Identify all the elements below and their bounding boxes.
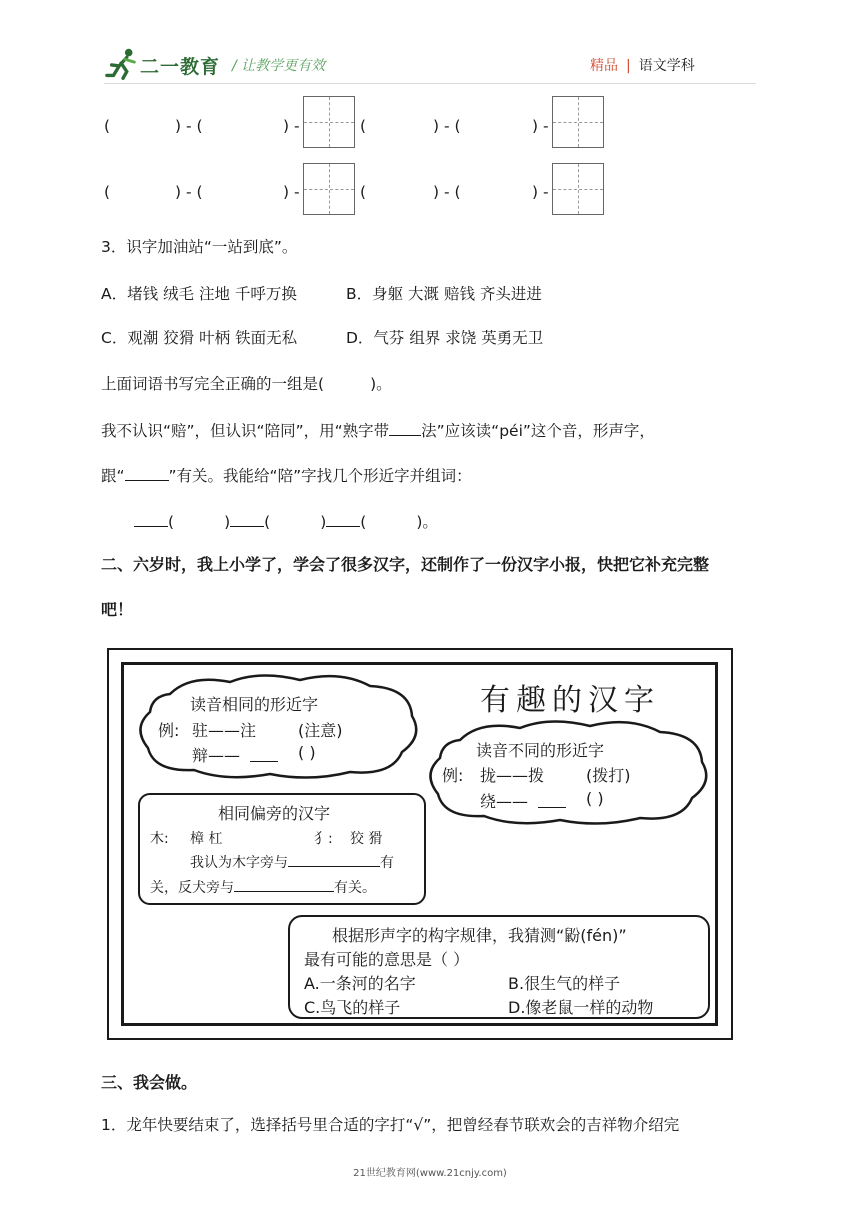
cloud2-example-word: (拨打) bbox=[586, 766, 631, 785]
writing-grid-box[interactable] bbox=[303, 96, 355, 148]
header-tags bbox=[590, 55, 695, 75]
q3-question-text: 上面词语书写完全正确的一组是( bbox=[101, 375, 325, 393]
cloud1-question-paren: ( ) bbox=[298, 743, 316, 762]
radical-heading: 相同偏旁的汉字 bbox=[218, 804, 331, 823]
tag-separator: | bbox=[626, 58, 631, 74]
cloud-shape bbox=[420, 718, 716, 828]
q3-option-b: B．身躯 大溉 赔钱 齐头进进 bbox=[346, 285, 542, 303]
radical-line1-b: 有 bbox=[380, 855, 394, 871]
section2-line1: 二、六岁时，我上小学了，学会了很多汉字，还制作了一份汉字小报，快把它补充完整 bbox=[101, 555, 710, 574]
q3-line1-b: 法”应该读“péi”这个音，形声字， bbox=[421, 422, 655, 440]
q3-question-end: )。 bbox=[370, 375, 392, 393]
tag-premium: 精品 bbox=[590, 58, 618, 74]
radical-line2 bbox=[150, 877, 376, 897]
row2-seg4: ( bbox=[360, 183, 367, 201]
radical-line1-a: 我认为木字旁与 bbox=[190, 855, 288, 871]
writing-grid-box[interactable] bbox=[303, 163, 355, 215]
answer-blank[interactable] bbox=[250, 745, 278, 762]
q3-title: 3．识字加油站“一站到底”。 bbox=[101, 238, 298, 256]
q3-line2-b: ”有关。我能给“陪”字找几个形近字并组词： bbox=[168, 467, 472, 485]
paren-open: ( bbox=[264, 513, 271, 531]
paren-open: ( bbox=[168, 513, 175, 531]
row1-seg1: ( bbox=[104, 117, 111, 135]
radical-line1 bbox=[190, 852, 394, 872]
q3-line2-a: 跟“ bbox=[101, 467, 125, 485]
header-divider bbox=[104, 83, 756, 84]
row2-seg5: ) - ( bbox=[433, 183, 461, 201]
logo-text: 二一教育 bbox=[140, 56, 221, 78]
wood-radical-chars: 樟 杠 bbox=[190, 831, 223, 847]
answer-blank[interactable] bbox=[234, 877, 334, 892]
q3-line1-a: 我不认识“赔”，但认识“陪同”，用“熟字带 bbox=[101, 422, 390, 440]
q3-option-a: A．堵钱 绒毛 注地 千呼万换 bbox=[101, 285, 297, 303]
answer-blank[interactable] bbox=[125, 464, 169, 481]
cloud2-example-label: 例: bbox=[442, 766, 464, 785]
dog-radical-chars: 狡 猾 bbox=[350, 831, 383, 847]
row1-seg6: ) - bbox=[532, 117, 549, 135]
logo-runner-icon bbox=[104, 46, 142, 82]
q3-line1 bbox=[101, 419, 655, 442]
answer-blank[interactable] bbox=[389, 419, 421, 436]
cloud2-question-paren: ( ) bbox=[586, 789, 604, 808]
radical-line2-b: 有关。 bbox=[334, 880, 376, 896]
writing-grid-box[interactable] bbox=[552, 163, 604, 215]
q3-question bbox=[101, 373, 392, 395]
answer-blank[interactable] bbox=[134, 510, 168, 527]
row2-seg1: ( bbox=[104, 183, 111, 201]
q3-line3 bbox=[134, 510, 438, 533]
cloud2-question-char: 绕—— bbox=[480, 792, 529, 811]
section3-q1: 1．龙年快要结束了，选择括号里合适的字打“√”，把曾经春节联欢会的吉祥物介绍完 bbox=[101, 1116, 680, 1134]
answer-blank[interactable] bbox=[326, 510, 360, 527]
guess-option-d[interactable]: D.像老鼠一样的动物 bbox=[508, 998, 654, 1017]
cloud1-question-char: 辩—— bbox=[192, 746, 241, 765]
slogan: / 让教学更有效 bbox=[232, 58, 326, 74]
q3-line2 bbox=[101, 464, 472, 487]
guess-option-c[interactable]: C.鸟飞的样子 bbox=[304, 998, 401, 1017]
cloud2-example-pair: 拢——拨 bbox=[480, 766, 545, 785]
q3-option-c: C．观潮 狡猾 叶柄 铁面无私 bbox=[101, 329, 298, 347]
section2-line2: 吧！ bbox=[101, 600, 134, 619]
row1-seg3: ) - bbox=[283, 117, 300, 135]
row2-seg2: ) - ( bbox=[175, 183, 203, 201]
guess-line1: 根据形声字的构字规律，我猜测“鼢(fén)” bbox=[332, 926, 627, 945]
poster-title: 有趣的汉字 bbox=[480, 683, 660, 718]
tag-subject: 语文学科 bbox=[638, 58, 695, 74]
cloud1-example-word: (注意) bbox=[298, 721, 343, 740]
wood-radical-label: 木: bbox=[150, 831, 169, 847]
page-footer: 21世纪教育网(www.21cnjy.com) bbox=[353, 1168, 507, 1179]
answer-blank[interactable] bbox=[230, 510, 264, 527]
paren-close: ) bbox=[224, 513, 231, 531]
cloud1-heading: 读音相同的形近字 bbox=[190, 695, 319, 714]
answer-blank[interactable] bbox=[288, 852, 380, 867]
row1-seg4: ( bbox=[360, 117, 367, 135]
writing-grid-box[interactable] bbox=[552, 96, 604, 148]
paren-end: )。 bbox=[416, 513, 438, 531]
paren-open: ( bbox=[360, 513, 367, 531]
row1-seg2: ) - ( bbox=[175, 117, 203, 135]
guess-line2: 最有可能的意思是（ ） bbox=[304, 950, 470, 969]
q3-option-d: D．气芬 组界 求饶 英勇无卫 bbox=[346, 329, 544, 347]
dog-radical-label: 犭: bbox=[314, 831, 333, 847]
answer-blank[interactable] bbox=[538, 791, 566, 808]
row2-seg6: ) - bbox=[532, 183, 549, 201]
paren-close: ) bbox=[320, 513, 327, 531]
section3-title: 三、我会做。 bbox=[101, 1073, 198, 1092]
row2-seg3: ) - bbox=[283, 183, 300, 201]
radical-line2-a: 关，反犬旁与 bbox=[150, 880, 234, 896]
guess-option-a[interactable]: A.一条河的名字 bbox=[304, 974, 416, 993]
cloud2-heading: 读音不同的形近字 bbox=[476, 741, 605, 760]
guess-option-b[interactable]: B.很生气的样子 bbox=[508, 974, 621, 993]
row1-seg5: ) - ( bbox=[433, 117, 461, 135]
cloud1-example-label: 例: bbox=[158, 721, 180, 740]
cloud1-example-pair: 驻——注 bbox=[192, 721, 257, 740]
